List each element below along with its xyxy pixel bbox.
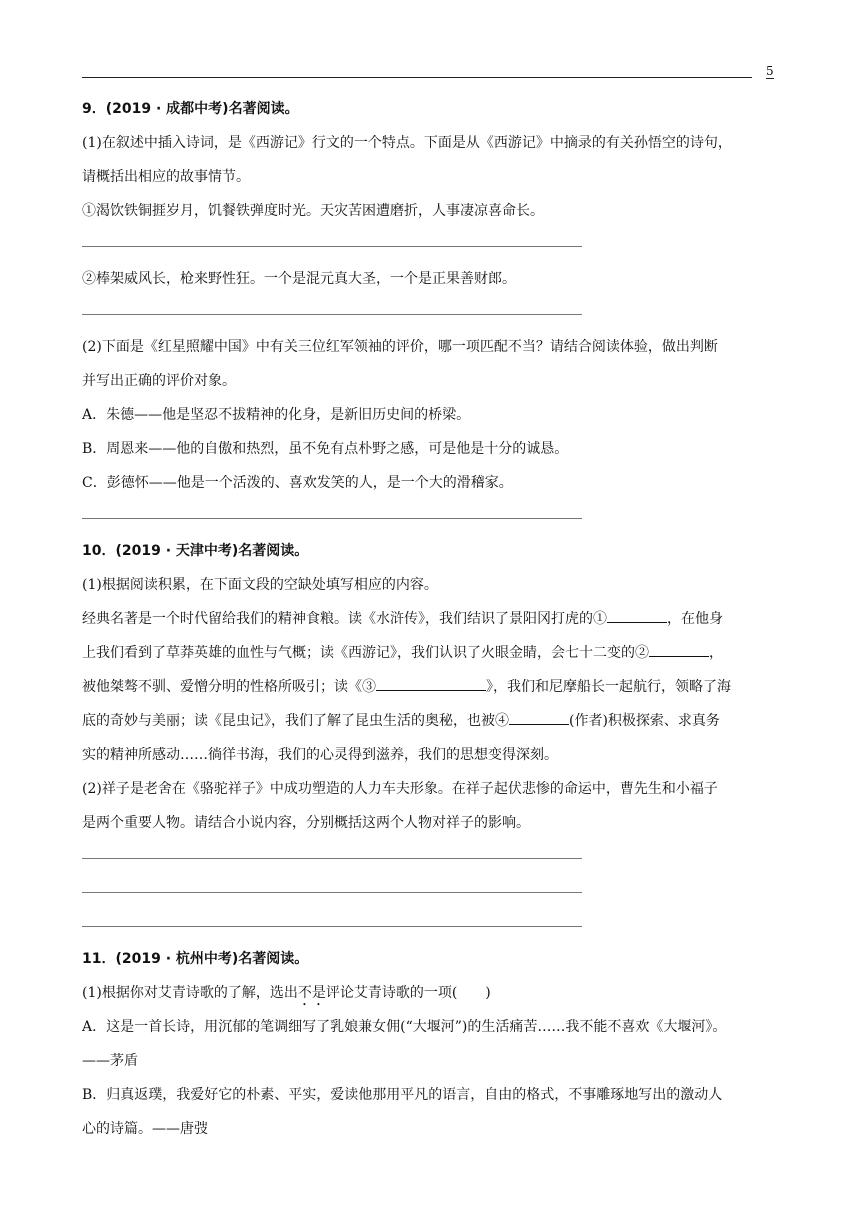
q9-poem1: ①渴饮铁铜捱岁月，饥餐铁弹度时光。天灾苦困遭磨折，人事凄凉喜命长。 [82, 203, 544, 219]
q10-blank-3[interactable] [376, 676, 486, 691]
q9-option-a: A．朱德——他是坚忍不拔精神的化身，是新旧历史间的桥梁。 [82, 407, 471, 423]
q10-text: 》，我们和尼摩船长一起航行，领略了海 [486, 679, 731, 695]
q10-passage-line3 [82, 670, 782, 704]
q9-answer-line-1[interactable] [82, 228, 782, 262]
q10-passage-line1 [82, 602, 782, 636]
q9-header: 9．(2019 · 成都中考)名著阅读。 [82, 101, 299, 117]
q10-header: 10．(2019 · 天津中考)名著阅读。 [82, 543, 309, 559]
q10-text: 经典名著是一个时代留给我们的精神食粮。读《水浒传》，我们结识了景阳冈打虎的① [82, 611, 607, 627]
q10-part2-line2: 是两个重要人物。请结合小说内容，分别概括这两个人物对祥子的影响。 [82, 815, 530, 831]
q10-blank-1[interactable] [607, 608, 667, 623]
q11-text: 评论艾青诗歌的一项( ) [325, 985, 491, 1001]
q10-answer-line-2[interactable] [82, 874, 782, 908]
q9-part2-line2: 并写出正确的评价对象。 [82, 373, 236, 389]
q11-option-a-line2: ——茅盾 [82, 1053, 138, 1069]
q10-passage-line5: 实的精神所感动……徜徉书海，我们的心灵得到滋养，我们的思想变得深刻。 [82, 747, 558, 763]
q10-text: ， [709, 645, 723, 661]
q9-part1-line2: 请概括出相应的故事情节。 [82, 169, 250, 185]
q9-part2-line1: (2)下面是《红星照耀中国》中有关三位红军领袖的评价，哪一项匹配不当？请结合阅读体验，做出判断 [82, 339, 718, 355]
q10-blank-4[interactable] [509, 710, 569, 725]
page-number: 5 [766, 64, 774, 78]
q11-emphasis: 不是 [297, 985, 326, 1001]
q11-option-b-line1[interactable]: B．归真返璞，我爱好它的朴素、平实，爱读他那用平凡的语言，自由的格式，不事雕琢地写出的激动人 [82, 1087, 723, 1103]
q11-header: 11．(2019 · 杭州中考)名著阅读。 [82, 951, 309, 967]
q9-part1-line1: (1)在叙述中插入诗词，是《西游记》行文的一个特点。下面是从《西游记》中摘录的有关孙悟空的诗句， [82, 135, 732, 151]
q10-passage-line2 [82, 636, 782, 670]
q10-answer-line-1[interactable] [82, 840, 782, 874]
q9-option-b: B．周恩来——他的自傲和热烈，虽不免有点朴野之感，可是他是十分的诚恳。 [82, 441, 569, 457]
q10-passage-line4 [82, 704, 782, 738]
q10-text: ，在他身 [667, 611, 723, 627]
q10-blank-2[interactable] [649, 642, 709, 657]
q11-part1 [82, 976, 782, 1010]
q10-text: 底的奇妙与美丽；读《昆虫记》，我们了解了昆虫生活的奥秘，也被④ [82, 713, 509, 729]
q11-option-a-line1[interactable]: A．这是一首长诗，用沉郁的笔调细写了乳娘兼女佣(“大堰河”)的生活痛苦……我不能不喜欢《大堰河》。 [82, 1019, 727, 1035]
q11-text: (1)根据你对艾青诗歌的了解，选出 [82, 985, 298, 1001]
q10-answer-line-3[interactable] [82, 908, 782, 942]
q9-answer-line-2[interactable] [82, 296, 782, 330]
q10-text: (作者)积极探索、求真务 [569, 713, 720, 729]
header-rule [82, 77, 752, 78]
q10-part2-line1: (2)祥子是老舍在《骆驼祥子》中成功塑造的人力车夫形象。在祥子起伏悲惨的命运中，曹先生和小福子 [82, 781, 718, 797]
q10-text: 被他桀骜不驯、爱憎分明的性格所吸引；读《③ [82, 679, 376, 695]
document-body [82, 92, 782, 1146]
q11-option-b-line2: 心的诗篇。——唐弢 [82, 1121, 208, 1137]
q9-option-c: C．彭德怀——他是一个活泼的、喜欢发笑的人，是一个大的滑稽家。 [82, 475, 513, 491]
q9-answer-line-3[interactable] [82, 500, 782, 534]
q9-poem2: ②棒架威风长，枪来野性狂。一个是混元真大圣，一个是正果善财郎。 [82, 271, 516, 287]
q10-text: 上我们看到了草莽英雄的血性与气概；读《西游记》，我们认识了火眼金睛，会七十二变的② [82, 645, 649, 661]
q10-part1: (1)根据阅读积累，在下面文段的空缺处填写相应的内容。 [82, 577, 438, 593]
